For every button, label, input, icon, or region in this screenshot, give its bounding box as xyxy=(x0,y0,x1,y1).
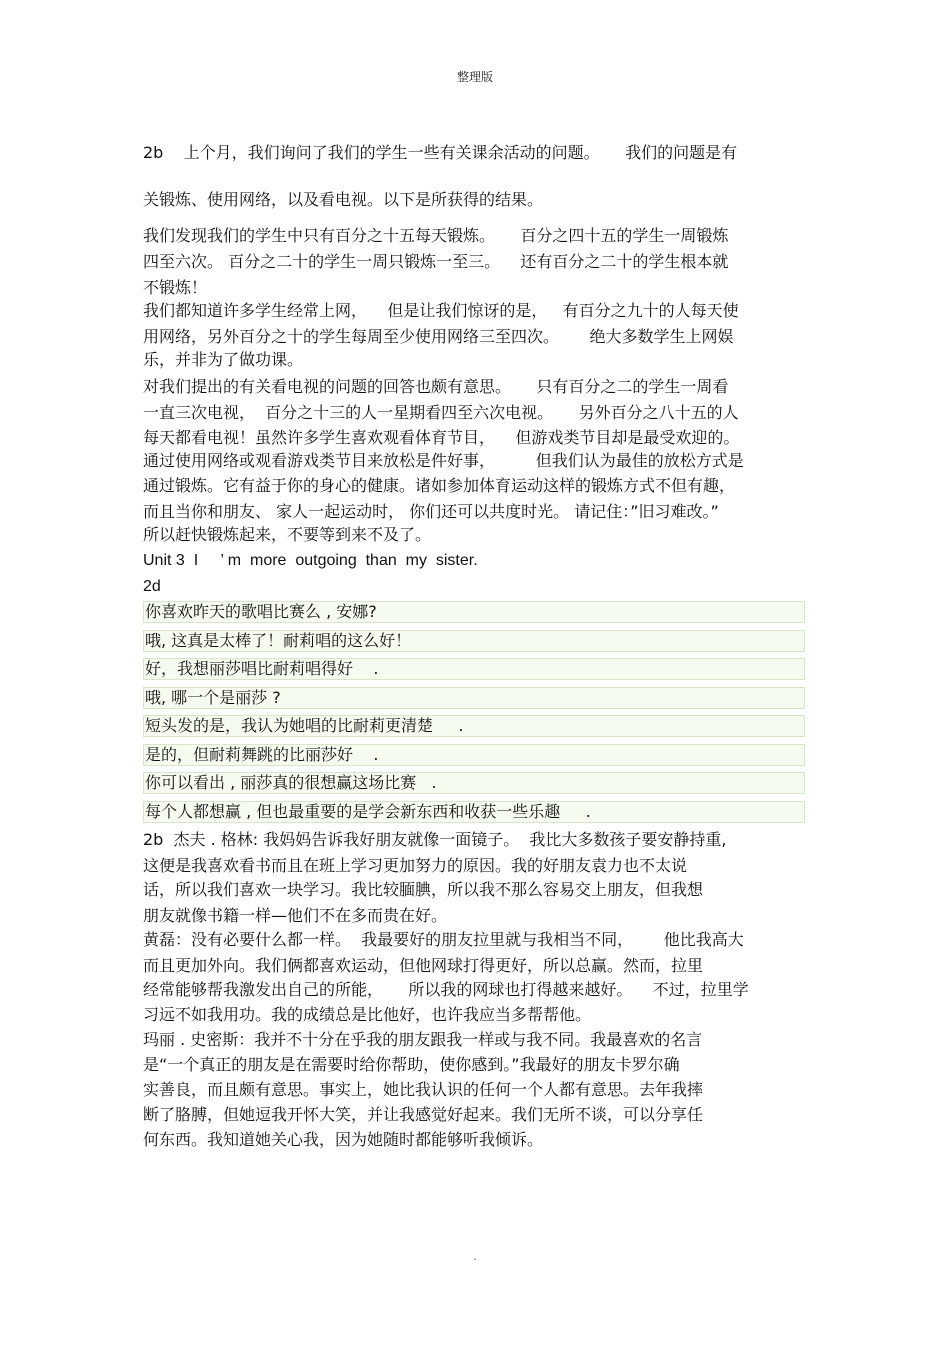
dialog-line: 你可以看出 , 丽莎真的很想赢这场比赛 . xyxy=(145,773,437,792)
dialog-line: 你喜欢昨天的歌唱比赛么 , 安娜? xyxy=(145,602,377,621)
dialog-line: 哦, 这真是太棒了！耐莉唱的这么好！ xyxy=(145,631,412,650)
dialog-line: 好，我想丽莎唱比耐莉唱得好 . xyxy=(145,659,379,678)
dialog-line: 是的，但耐莉舞跳的比丽莎好 . xyxy=(145,745,379,764)
passage2-line: 而且更加外向。我们俩都喜欢运动，但他网球打得更好，所以总赢。然而，拉里 xyxy=(143,956,704,975)
passage1-line: 通过使用网络或观看游戏类节目来放松是件好事， 但我们认为最佳的放松方式是 xyxy=(143,451,744,470)
intro-line-2: 关锻炼、使用网络，以及看电视。以下是所获得的结果。 xyxy=(143,190,544,209)
dialog-line: 每个人都想赢 , 但也最重要的是学会新东西和收获一些乐趣 . xyxy=(145,802,591,821)
passage1-line: 对我们提出的有关看电视的问题的回答也颇有意思。 只有百分之二的学生一周看 xyxy=(143,377,729,396)
unit-title: Unit 3 I ’ m more outgoing than my sister. xyxy=(143,552,478,569)
passage1-line: 四至六次。 百分之二十的学生一周只锻炼一至三。 还有百分之二十的学生根本就 xyxy=(143,252,729,271)
passage2-line: 经常能够帮我激发出自己的所能， 所以我的网球也打得越来越好。 不过，拉里学 xyxy=(143,980,749,999)
page-header: 整理版 xyxy=(456,70,493,84)
passage2-line: 实善良，而且颇有意思。事实上，她比我认识的任何一个人都有意思。去年我摔 xyxy=(143,1080,704,1099)
section-2d-label: 2d xyxy=(143,578,161,595)
passage2-line: 断了胳膊，但她逗我开怀大笑，并让我感觉好起来。我们无所不谈，可以分享任 xyxy=(143,1105,704,1124)
dialog-line: 哦, 哪一个是丽莎 ? xyxy=(145,688,281,707)
intro-line-1: 2b 上个月，我们询问了我们的学生一些有关课余活动的问题。 我们的问题是有 xyxy=(143,143,738,162)
passage1-line: 一直三次电视， 百分之十三的人一星期看四至六次电视。 另外百分之八十五的人 xyxy=(143,403,739,422)
passage1-line: 所以赶快锻炼起来，不要等到来不及了。 xyxy=(143,525,432,544)
footer-mark: . xyxy=(473,1252,477,1263)
passage1-line: 每天都看电视！虽然许多学生喜欢观看体育节目， 但游戏类节目却是最受欢迎的。 xyxy=(143,428,740,447)
passage1-line: 而且当你和朋友、 家人一起运动时， 你们还可以共度时光。 请记住：”旧习难改。” xyxy=(143,502,719,521)
dialog-line: 短头发的是，我认为她唱的比耐莉更清楚 . xyxy=(145,716,464,735)
passage2-line: 2b 杰夫 . 格林: 我妈妈告诉我好朋友就像一面镜子。 我比大多数孩子要安静持重, xyxy=(143,830,727,849)
passage1-line: 我们都知道许多学生经常上网， 但是让我们惊讶的是， 有百分之九十的人每天使 xyxy=(143,301,739,320)
passage2-line: 黄磊：没有必要什么都一样。 我最要好的朋友拉里就与我相当不同， 他比我高大 xyxy=(143,930,744,949)
passage2-line: 话，所以我们喜欢一块学习。我比较腼腆，所以我不那么容易交上朋友，但我想 xyxy=(143,880,704,899)
passage1-line: 不锻炼！ xyxy=(143,278,208,297)
passage2-line: 这便是我喜欢看书而且在班上学习更加努力的原因。我的好朋友袁力也不太说 xyxy=(143,856,688,875)
passage1-line: 乐，并非为了做功课。 xyxy=(143,350,304,369)
passage2-line: 习远不如我用功。我的成绩总是比他好，也许我应当多帮帮他。 xyxy=(143,1005,592,1024)
passage2-line: 玛丽 . 史密斯：我并不十分在乎我的朋友跟我一样或与我不同。我最喜欢的名言 xyxy=(143,1030,703,1049)
passage1-line: 用网络，另外百分之十的学生每周至少使用网络三至四次。 绝大多数学生上网娱 xyxy=(143,327,734,346)
passage2-line: 何东西。我知道她关心我，因为她随时都能够听我倾诉。 xyxy=(143,1130,544,1149)
passage1-line: 通过锻炼。它有益于你的身心的健康。诸如参加体育运动这样的锻炼方式不但有趣， xyxy=(143,476,736,495)
passage2-line: 朋友就像书籍一样—他们不在多而贵在好。 xyxy=(143,906,448,925)
passage1-line: 我们发现我们的学生中只有百分之十五每天锻炼。 百分之四十五的学生一周锻炼 xyxy=(143,226,729,245)
passage2-line: 是“一个真正的朋友是在需要时给你帮助，使你感到。”我最好的朋友卡罗尔确 xyxy=(143,1055,680,1074)
